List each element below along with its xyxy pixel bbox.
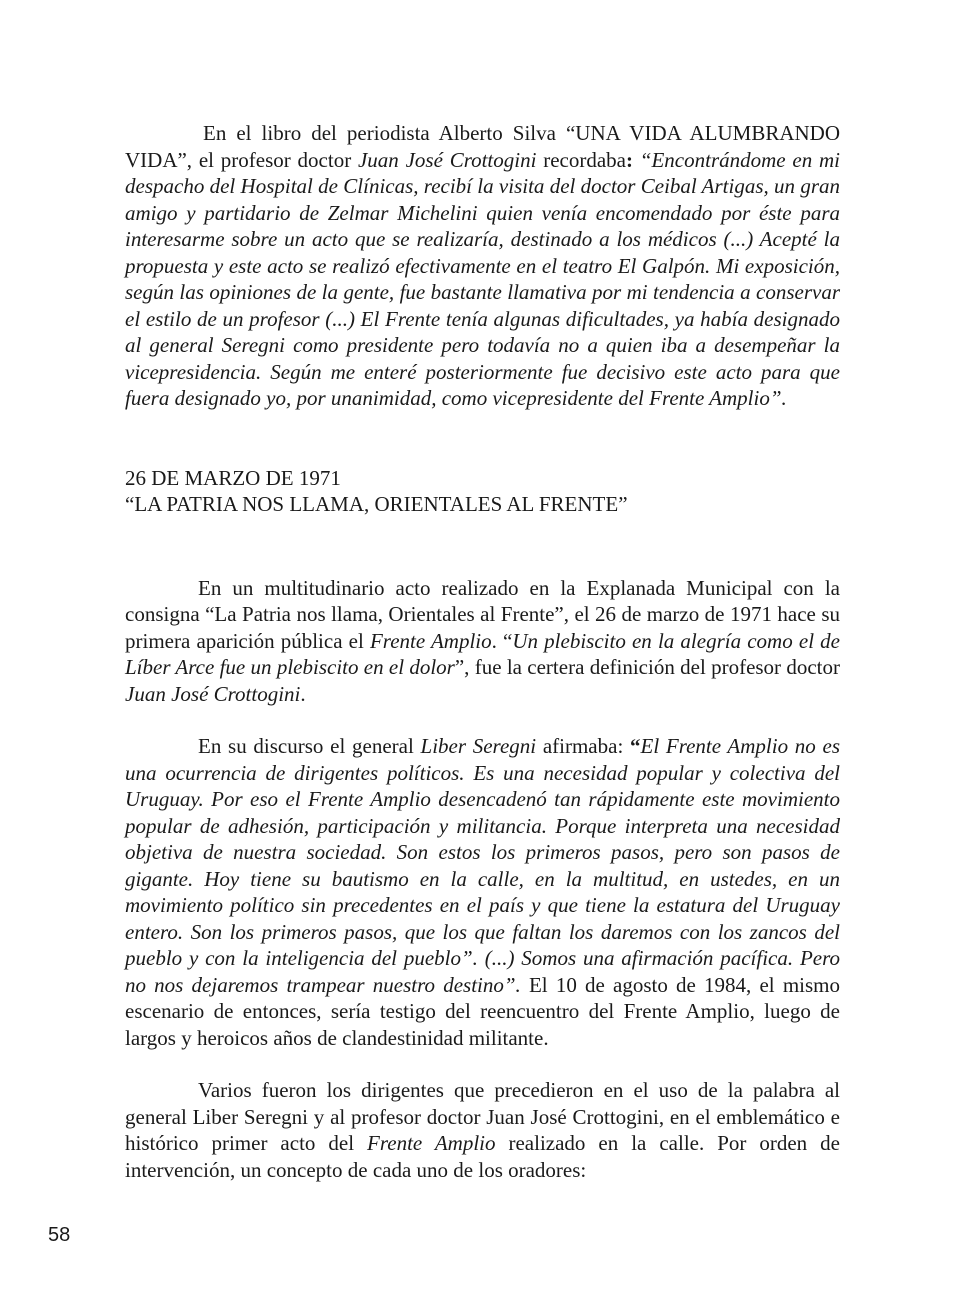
p1-name: Juan José Crottogini (357, 147, 537, 172)
section-heading-line2: “LA PATRIA NOS LLAMA, ORIENTALES AL FRENTE” (125, 492, 628, 516)
p1-verb: recordaba (536, 147, 626, 172)
paragraph-1 (125, 120, 840, 412)
paragraph-4 (125, 1077, 840, 1183)
p3-italic-1: Liber Seregni (420, 734, 537, 758)
section-heading-line1: 26 DE MARZO DE 1971 (125, 465, 341, 490)
p3-text-2: afirmaba: (536, 734, 630, 758)
p2-text-2: . “ (491, 628, 513, 653)
page-body (125, 120, 840, 1183)
p2-text-3: ”, fue la certera definición del profesor doctor (454, 655, 840, 679)
p2-text-1: En un multitudinario acto realizado en la Explanada Municipal con la consigna “La Patria nos llama, Orientales al Frente”, el 26 de marzo de 1971 hace su primera aparición pública el (125, 575, 840, 653)
p2-italic-2: Un plebiscito en la alegría como el de Líber Arce fue un plebiscito en el dolor (125, 628, 840, 679)
p4-text-1: Varios fueron los dirigentes que precedieron en el uso de la palabra al general Liber Seregni y al profesor doctor Juan José Crottogini, en el emblemático e histórico primer acto del (125, 1078, 840, 1155)
p3-text-3: El 10 de agosto de 1984, el mismo escenario de entonces, sería testigo del reencuentro del Frente Amplio, luego de largos y heroicos años de clandestinidad militante. (125, 972, 840, 1050)
p1-colon: : (626, 147, 640, 172)
p2-text-4: . (300, 681, 306, 706)
paragraph-2 (125, 575, 840, 708)
p4-italic-1: Frente Amplio (367, 1131, 496, 1155)
p1-intro: En el libro del periodista Alberto Silva “UNA VIDA ALUMBRANDO VIDA”, el profesor doctor (125, 121, 840, 172)
p2-italic-3: Juan José Crottogini (125, 681, 301, 706)
p4-text-2: realizado en la calle. Por orden de intervención, un concepto de cada uno de los oradores: (125, 1131, 840, 1182)
paragraph-3 (125, 733, 840, 1051)
p3-bold-quote: “ (630, 734, 641, 758)
p2-italic-1: Frente Amplio (369, 628, 492, 653)
p3-text-1: En su discurso el general (198, 734, 421, 758)
page-number: 58 (48, 1224, 71, 1246)
p3-italic-2: El Frente Amplio no es una ocurrencia de dirigentes políticos. Es una necesidad popular y colectiva del Uruguay. Por eso el Frente Amplio desencadenó tan rápidamente este movimiento popular de adhesión, participación y militancia. Porque interpreta una necesidad objetiva de nuestra sociedad. Son estos los primeros pasos, pero son pasos de gigante. Hoy tiene su bautismo en la calle, en la multitud, en ustedes, en un movimiento político sin precedentes en el país y que tiene la estatura del Uruguay entero. Son los primeros pasos, que los que faltan los daremos con los zancos del pueblo y con la inteligencia del pueblo”. (...) Somos una afirmación pacífica. Pero no nos dejaremos trampear nuestro destino”. (125, 734, 840, 997)
p1-quote: “Encontrándome en mi despacho del Hospital de Clínicas, recibí la visita del doctor Ceibal Artigas, un gran amigo y partidario de Zelmar Michelini quien venía encomendado por éste para interesarme sobre un acto que se realizaría, destinado a los médicos (...) Acepté la propuesta y este acto se realizó efectivamente en el teatro El Galpón. Mi exposición, según las opiniones de la gente, fue bastante llamativa por mi tendencia a conservar el estilo de un profesor (...) El Frente tenía algunas dificultades, ya había designado al general Seregni como presidente pero todavía no a quien iba a desempeñar la vicepresidencia. Según me enteré posteriormente fue decisivo este acto para que fuera designado yo, por unanimidad, como vicepresidente del Frente Amplio”. (125, 147, 840, 410)
